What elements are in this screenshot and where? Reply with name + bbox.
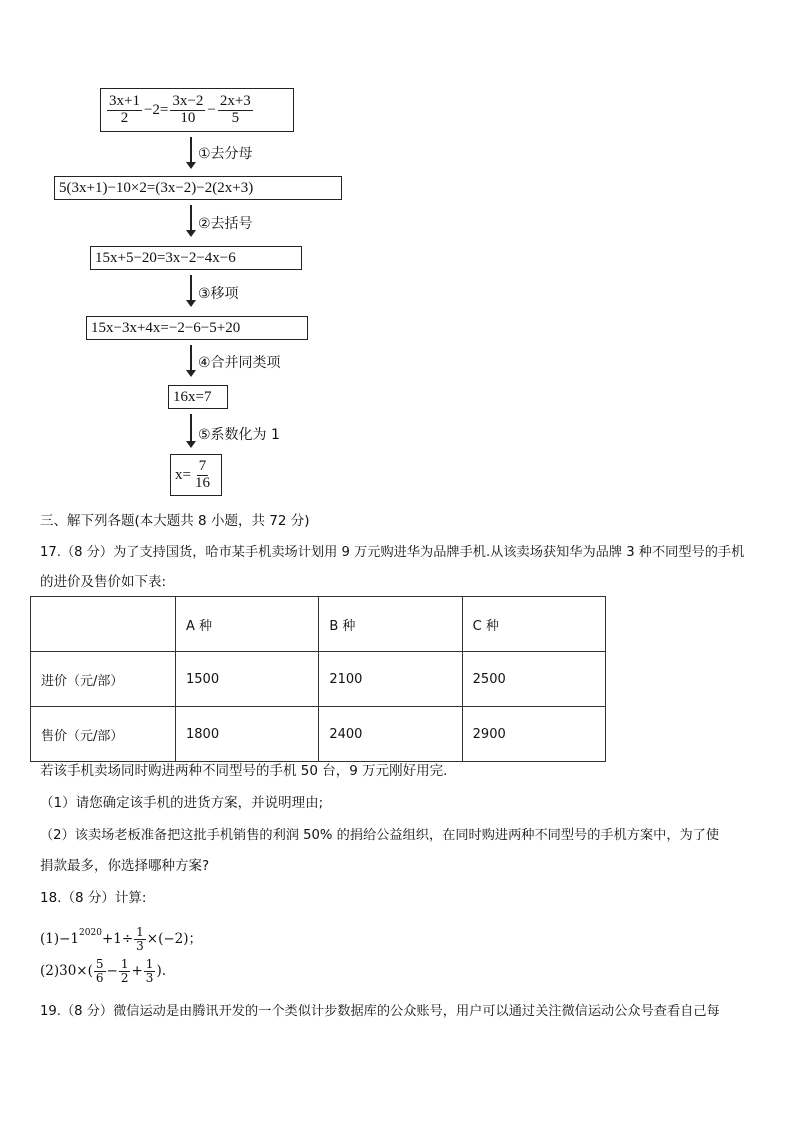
q17-text: 17.（8 分）为了支持国货，哈市某手机卖场计划用 9 万元购进华为品牌手机.从该卖场获知华为品牌 3 种不同型号的手机 bbox=[40, 545, 745, 560]
table-row bbox=[31, 652, 606, 707]
q17-sub2: 捐款最多，你选择哪种方案? bbox=[40, 858, 210, 874]
fraction: $\frac{5}{6}$ bbox=[95, 957, 104, 985]
fraction: $\frac{1}{3}$ bbox=[136, 925, 144, 953]
equation-box-4: 15x−3x+4x=−2−6−5+20 bbox=[86, 316, 308, 340]
q18-expression-2: (2)30×( $\frac{5}{6}$ − $\frac{1}{2}$ + $\frac{1}{3}$ ). bbox=[40, 957, 166, 985]
table-cell bbox=[31, 597, 176, 652]
equation-box-5: 16x=7 bbox=[168, 385, 228, 409]
q17-text: 的进价及售价如下表: bbox=[40, 574, 167, 590]
table-cell: 2100 bbox=[319, 652, 462, 707]
table-cell: B 种 bbox=[319, 597, 462, 652]
q17-sub1: （1）请您确定该手机的进货方案，并说明理由; bbox=[40, 795, 324, 811]
step-label: ④合并同类项 bbox=[198, 355, 281, 371]
price-table bbox=[30, 596, 606, 762]
table-cell: A 种 bbox=[176, 597, 319, 652]
down-arrow-icon bbox=[190, 205, 192, 231]
down-arrow-icon bbox=[190, 345, 192, 371]
q18-heading: 18.（8 分）计算: bbox=[40, 890, 147, 906]
equation-box-3: 15x+5−20=3x−2−4x−6 bbox=[90, 246, 302, 270]
table-cell: 进价（元/部） bbox=[31, 652, 176, 707]
fraction: $\frac{7}{16}$ bbox=[194, 457, 210, 491]
equation-box-6: x= $\frac{7}{16}$ bbox=[170, 454, 222, 496]
table-cell: 2400 bbox=[319, 707, 462, 762]
step-label: ②去括号 bbox=[198, 216, 253, 232]
step-label: ①去分母 bbox=[198, 146, 253, 162]
q18-expression-1: $(1)-1^{2020}+1\div$ $\frac{1}{3}$ ×(−2)； bbox=[40, 925, 203, 953]
fraction: $\frac{1}{3}$ bbox=[145, 957, 154, 985]
q17-sub2: （2）该卖场老板准备把这批手机销售的利润 50% 的捐给公益组织，在同时购进两种不同型号的手机方案中，为了使 bbox=[40, 828, 720, 843]
down-arrow-icon bbox=[190, 414, 192, 442]
q17-text: 若该手机卖场同时购进两种不同型号的手机 50 台，9 万元刚好用完. bbox=[40, 763, 448, 779]
table-cell: 售价（元/部） bbox=[31, 707, 176, 762]
section-heading: 三、解下列各题(本大题共 8 小题，共 72 分) bbox=[40, 513, 310, 529]
q19-text: 19.（8 分）微信运动是由腾讯开发的一个类似计步数据库的公众账号，用户可以通过关注微信运动公众号查看自己每 bbox=[40, 1004, 720, 1019]
fraction: $\frac{1}{2}$ bbox=[120, 957, 129, 985]
fraction: $\frac{3x-2}{10}$ bbox=[172, 92, 204, 126]
table-cell: C 种 bbox=[462, 597, 605, 652]
down-arrow-icon bbox=[190, 137, 192, 163]
table-cell: 1500 bbox=[176, 652, 319, 707]
table-cell: 2500 bbox=[462, 652, 605, 707]
fraction: $\frac{3x+1}{2}$ bbox=[109, 92, 140, 126]
down-arrow-icon bbox=[190, 275, 192, 301]
table-cell: 1800 bbox=[176, 707, 319, 762]
step-label: ③移项 bbox=[198, 286, 239, 302]
step-label: ⑤系数化为 1 bbox=[198, 427, 280, 443]
table-row bbox=[31, 597, 606, 652]
equation-box-2: 5(3x+1)−10×2=(3x−2)−2(2x+3) bbox=[54, 176, 342, 200]
fraction: $\frac{2x+3}{5}$ bbox=[219, 92, 251, 126]
table-row bbox=[31, 707, 606, 762]
table-cell: 2900 bbox=[462, 707, 605, 762]
equation-box-1: $\frac{3x+1}{2}$ −2= $\frac{3x-2}{10}$ − $\frac{2x+3}{5}$ bbox=[100, 88, 294, 132]
